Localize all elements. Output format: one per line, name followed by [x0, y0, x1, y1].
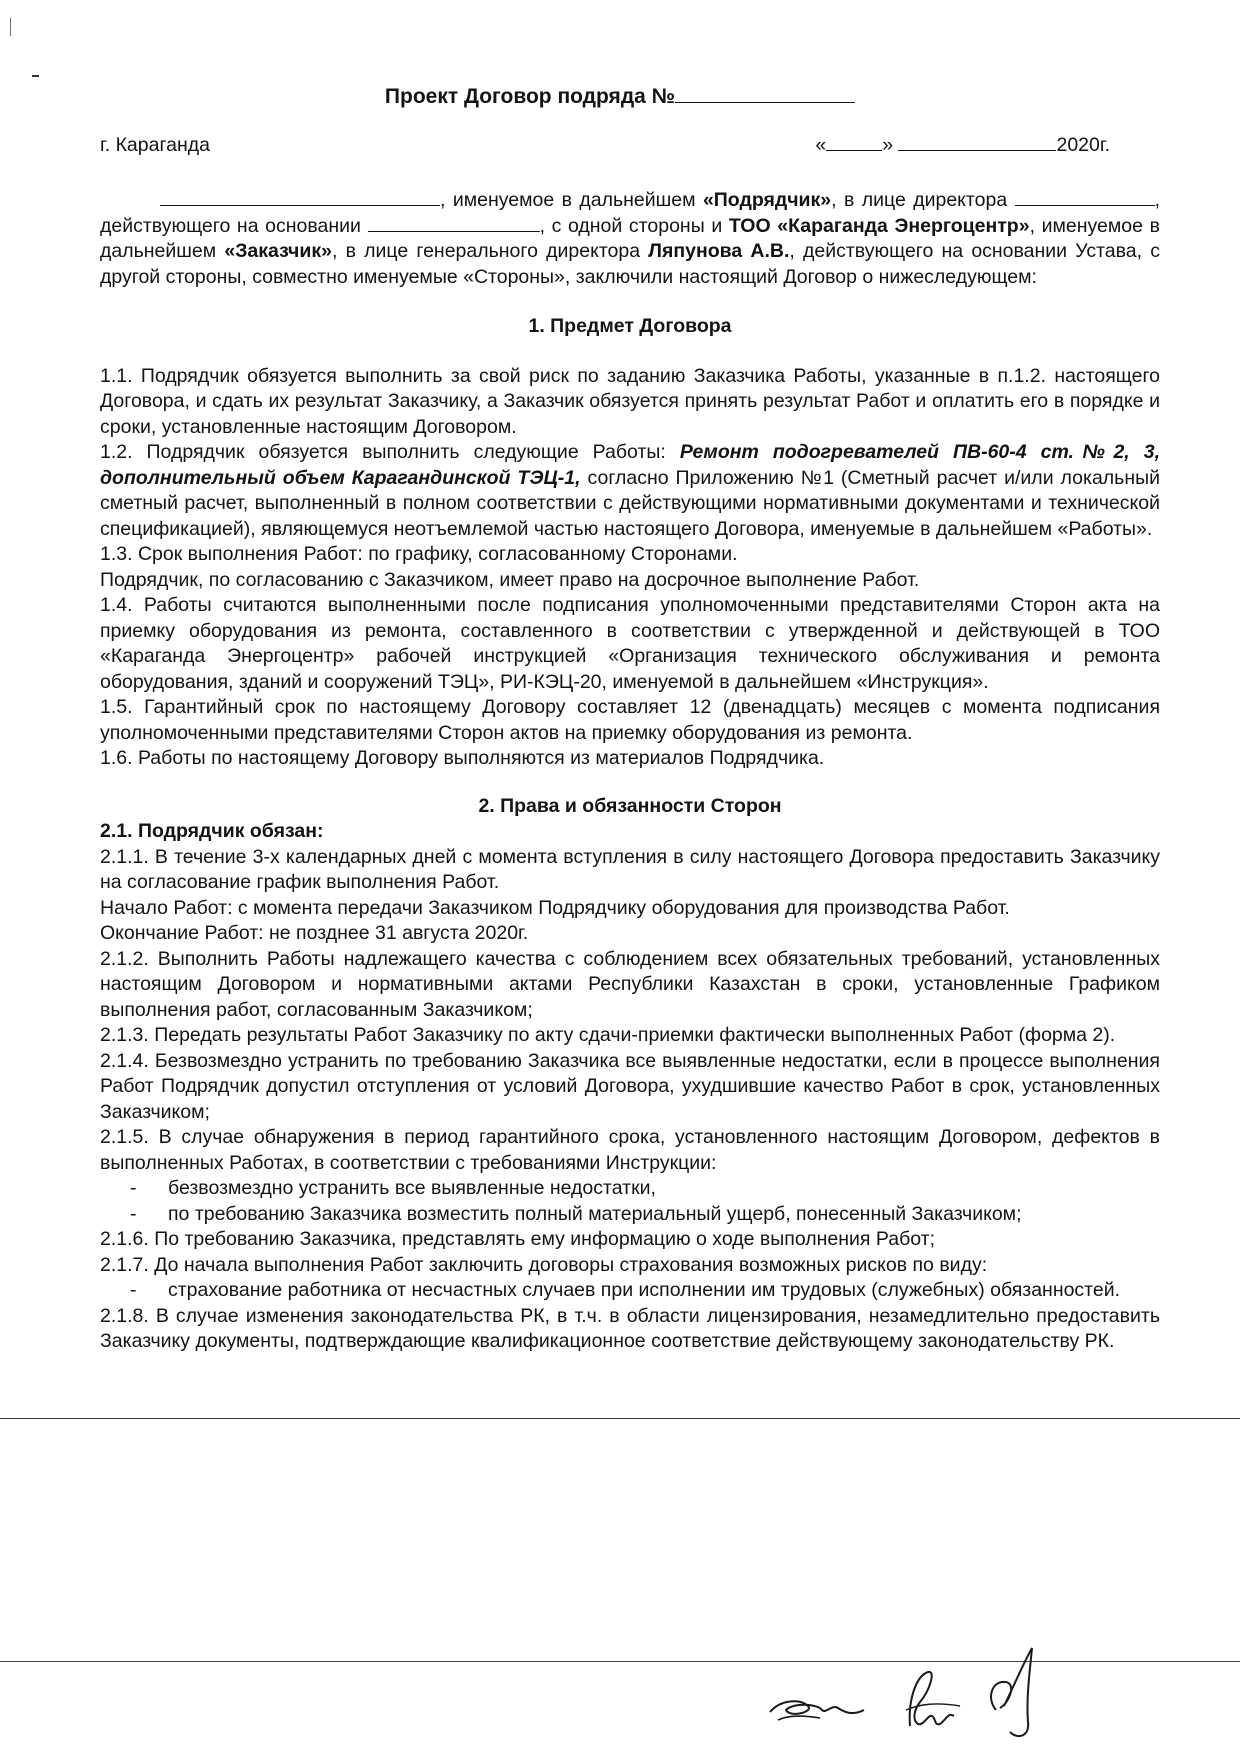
dash-marker: - [130, 1202, 137, 1225]
work-end: Окончание Работ: не позднее 31 августа 2020г. [100, 922, 529, 944]
work-start: Начало Работ: с момента передачи Заказчиком Подрядчику оборудования для производства Работ. [100, 896, 1010, 919]
director-name: Ляпунова А.В. [648, 240, 790, 262]
contractor-term: «Подрядчик» [702, 189, 832, 211]
section-2-heading: 2. Права и обязанности Сторон [478, 794, 782, 817]
list-item [100, 1176, 1160, 1202]
scan-line-middle [0, 1418, 1240, 1419]
contract-number-blank [675, 84, 855, 103]
list-item-text: по требованию Заказчика возместить полный материальный ущерб, понесенный Заказчиком; [168, 1202, 1022, 1225]
clause-1-4: 1.4. Работы считаются выполненными после подписания уполномоченными представителями Сторон акта на приемку оборудования из ремонта, составленного в соответствии с утвержденной и действующей в ТОО «Караганда Энергоцентр» рабочей инструкцией «Организация технического обслуживания и ремонта оборудования, зданий и сооружений ТЭЦ», РИ-КЭЦ-20, именуемой в дальнейшем «Инструкция». [100, 594, 1160, 693]
clause-1-5: 1.5. Гарантийный срок по настоящему Договору составляет 12 (двенадцать) месяцев с момента подписания уполномоченными представителями Сторон актов на приемку оборудования из ремонта. [100, 696, 1160, 744]
clause-2-1-3: 2.1.3. Передать результаты Работ Заказчику по акту сдачи-приемки фактически выполненных Работ (форма 2). [100, 1024, 1116, 1046]
basis-blank [368, 215, 540, 232]
company-name: ТОО «Караганда Энергоцентр» [728, 214, 1030, 237]
city: г. Караганда [100, 134, 210, 156]
clause-2-1-7: 2.1.7. До начала выполнения Работ заключить договоры страхования возможных рисков по виду: [100, 1253, 988, 1276]
preamble-text-7: , действующего на основании Устава, с другой стороны, совместно именуемые «Стороны», заключили настоящий Договор о нижеследующем: [100, 240, 1160, 288]
list-item-text: страхование работника от несчастных случаев при исполнении им трудовых (служебных) обязанностей. [168, 1279, 1121, 1301]
contractor-name-blank [160, 189, 440, 206]
preamble-text-1: , именуемое в дальнейшем [440, 189, 703, 211]
section-1-heading: 1. Предмет Договора [528, 315, 732, 337]
clause-2-1-5: 2.1.5. В случае обнаружения в период гарантийного срока, установленного настоящим Договором, дефектов в выполненных Работах, в соответствии с требованиями Инструкции: [100, 1126, 1160, 1174]
work-description: Ремонт подогревателей ПВ-60-4 ст.№2, 3, дополнительный объем Карагандинской ТЭЦ-1, [100, 441, 1160, 489]
clause-2-1-6: 2.1.6. По требованию Заказчика, представлять ему информацию о ходе выполнения Работ; [100, 1228, 936, 1250]
contract-body [100, 188, 1160, 1355]
preamble-text-3: , действующего на основании [100, 189, 1160, 237]
clause-2-1-2: 2.1.2. Выполнить Работы надлежащего качества с соблюдением всех обязательных требований, установленных настоящим Договором и нормативными актами Республики Казахстан в сроки, установленные Графиком выполнения работ, согласованным Заказчиком; [100, 947, 1160, 1021]
contract-title [0, 84, 1240, 109]
dash-marker: - [130, 1177, 137, 1199]
handwritten-signatures-icon [760, 1640, 1100, 1750]
list-item-text: безвозмездно устранить все выявленные недостатки, [168, 1177, 656, 1199]
clause-2-1-4: 2.1.4. Безвозмездно устранить по требованию Заказчика все выявленные недостатки, если в процессе выполнения Работ Подрядчик допустил отступления от условий Договора, ухудшившие качество Работ в срок, установленных Заказчиком; [100, 1049, 1160, 1123]
clause-1-1: 1.1. Подрядчик обязуется выполнить за свой риск по заданию Заказчика Работы, указанные в п.1.2. настоящего Договора, и сдать их результат Заказчику, а Заказчик обязуется принять результат Работ и оплатить его в порядке и сроки, установленные настоящим Договором. [100, 364, 1160, 438]
clause-1-3-note: Подрядчик, по согласованию с Заказчиком, имеет право на досрочное выполнение Работ. [100, 568, 920, 591]
preamble [100, 188, 1160, 290]
month-blank [898, 134, 1056, 151]
director-name-blank [1015, 189, 1155, 206]
scan-mark-dash [32, 75, 39, 77]
contract-title-text: Проект Договор подряда № [384, 85, 676, 108]
clause-1-3: 1.3. Срок выполнения Работ: по графику, согласованному Сторонами. [100, 543, 738, 565]
clause-1-2-rest: согласно Приложению №1 (Сметный расчет и/или локальный сметный расчет, выполненный в полном соответствии с действующими нормативными документами и технической спецификацией), являющемуся неотъемлемой частью настоящего Договора, именуемые в дальнейшем «Работы». [100, 466, 1160, 540]
clause-2-1-1: 2.1.1. В течение 3-х календарных дней с момента вступления в силу настоящего Договора предоставить Заказчику на согласование график выполнения Работ. [100, 845, 1160, 893]
list-item [100, 1278, 1160, 1304]
clause-1-6: 1.6. Работы по настоящему Договору выполняются из материалов Подрядчика. [100, 747, 825, 769]
contract-date [815, 134, 1110, 157]
date-quote-open: « [815, 134, 827, 156]
customer-term: «Заказчик» [224, 240, 332, 262]
preamble-text-6: , в лице генерального директора [331, 240, 649, 262]
preamble-text-2: , в лице директора [831, 189, 1015, 211]
dash-marker: - [130, 1279, 137, 1301]
date-year: 2020г. [1056, 134, 1110, 156]
day-blank [826, 134, 882, 151]
preamble-text-5: , именуемое в дальнейшем [100, 214, 1160, 262]
clause-2-1-8: 2.1.8. В случае изменения законодательства РК, в т.ч. в области лицензирования, незамедлительно предоставить Заказчику документы, подтверждающие квалификационное соответствие действующему законодательству РК. [100, 1304, 1160, 1352]
subsection-2-1: 2.1. Подрядчик обязан: [100, 820, 324, 842]
clause-1-2 [100, 440, 1160, 542]
scan-mark-top [10, 18, 11, 36]
preamble-text-4: , с одной стороны и [539, 214, 729, 237]
clause-1-2-lead: 1.2. Подрядчик обязуется выполнить следующие Работы: [100, 441, 680, 463]
list-item [100, 1202, 1160, 1228]
date-quote-close: » [882, 134, 894, 156]
